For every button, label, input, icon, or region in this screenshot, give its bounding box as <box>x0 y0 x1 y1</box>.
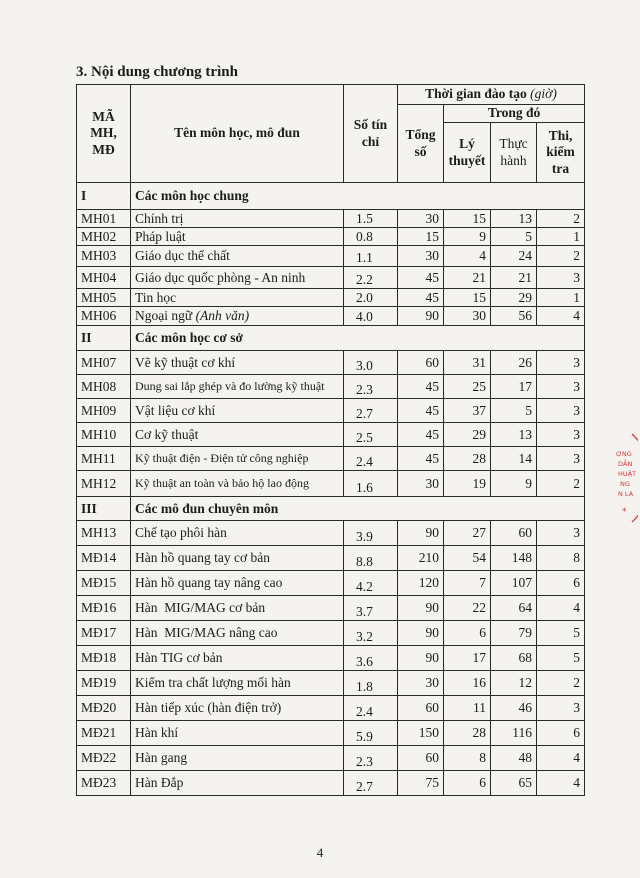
cell-code: MĐ22 <box>77 746 131 771</box>
cell-practice: 56 <box>491 307 537 326</box>
cell-name <box>131 646 344 671</box>
cell-credits: 1.8 <box>344 671 398 696</box>
cell-total: 90 <box>398 621 444 646</box>
cell-exam: 3 <box>537 267 585 289</box>
cell-practice: 21 <box>491 267 537 289</box>
table-row <box>77 596 585 621</box>
cell-name <box>131 596 344 621</box>
cell-code: MH07 <box>77 351 131 375</box>
cell-total: 30 <box>398 671 444 696</box>
table-row <box>77 228 585 246</box>
cell-practice: 29 <box>491 289 537 307</box>
table-row <box>77 307 585 326</box>
cell-exam: 6 <box>537 571 585 596</box>
cell-theory: 15 <box>444 210 491 228</box>
cell-name <box>131 267 344 289</box>
group-name: Các mô đun chuyên môn <box>131 497 585 521</box>
cell-credits: 2.4 <box>344 447 398 471</box>
cell-name <box>131 546 344 571</box>
cell-credits: 1.6 <box>344 471 398 497</box>
cell-total: 45 <box>398 375 444 399</box>
cell-practice: 13 <box>491 210 537 228</box>
cell-name-text: Hàn hồ quang tay cơ bản <box>135 550 270 565</box>
cell-code: MĐ17 <box>77 621 131 646</box>
cell-credits: 2.5 <box>344 423 398 447</box>
cell-name <box>131 571 344 596</box>
table-row <box>77 696 585 721</box>
cell-exam: 3 <box>537 351 585 375</box>
cell-practice: 116 <box>491 721 537 746</box>
svg-text:*: * <box>622 507 627 517</box>
cell-exam: 1 <box>537 228 585 246</box>
cell-theory: 7 <box>444 571 491 596</box>
cell-total: 30 <box>398 471 444 497</box>
table-row <box>77 771 585 796</box>
cell-practice: 107 <box>491 571 537 596</box>
cell-name-text: Giáo dục quốc phòng - An ninh <box>135 269 306 285</box>
cell-credits: 0.8 <box>344 228 398 246</box>
table-row <box>77 375 585 399</box>
table-row <box>77 546 585 571</box>
cell-exam: 3 <box>537 696 585 721</box>
cell-practice: 12 <box>491 671 537 696</box>
header-time-label: Thời gian đào tạo <box>425 86 531 102</box>
cell-exam: 8 <box>537 546 585 571</box>
cell-name <box>131 423 344 447</box>
cell-credits: 4.2 <box>344 571 398 596</box>
header-exam: Thi, kiểm tra <box>537 123 585 183</box>
cell-code: MĐ20 <box>77 696 131 721</box>
cell-exam: 2 <box>537 671 585 696</box>
group-name: Các môn học cơ sở <box>131 326 585 351</box>
cell-exam: 2 <box>537 210 585 228</box>
cell-practice: 68 <box>491 646 537 671</box>
header-time <box>398 85 585 105</box>
table-row <box>77 571 585 596</box>
cell-theory: 54 <box>444 546 491 571</box>
cell-name-note: (Anh văn) <box>195 308 250 323</box>
table-row <box>77 621 585 646</box>
cell-theory: 19 <box>444 471 491 497</box>
cell-name-text: Hàn gang <box>135 750 188 765</box>
cell-code: MH13 <box>77 521 131 546</box>
cell-code: MĐ14 <box>77 546 131 571</box>
cell-code: MH12 <box>77 471 131 497</box>
cell-exam: 3 <box>537 447 585 471</box>
header-time-unit: (giờ) <box>530 86 557 102</box>
cell-name <box>131 289 344 307</box>
cell-code: MH08 <box>77 375 131 399</box>
cell-theory: 16 <box>444 671 491 696</box>
cell-total: 90 <box>398 521 444 546</box>
cell-exam: 2 <box>537 246 585 267</box>
cell-exam: 4 <box>537 596 585 621</box>
cell-exam: 6 <box>537 721 585 746</box>
cell-credits: 3.0 <box>344 351 398 375</box>
cell-name-text: Hàn TIG cơ bản <box>135 650 223 665</box>
cell-theory: 11 <box>444 696 491 721</box>
cell-practice: 65 <box>491 771 537 796</box>
cell-name-text: Hàn khí <box>135 725 179 740</box>
cell-practice: 13 <box>491 423 537 447</box>
cell-practice: 24 <box>491 246 537 267</box>
cell-practice: 46 <box>491 696 537 721</box>
cell-name-text: Vật liệu cơ khí <box>135 402 216 418</box>
cell-name-text: Pháp luật <box>135 228 186 244</box>
cell-name-text: Chế tạo phôi hàn <box>135 525 227 540</box>
cell-name-text: Hàn MIG/MAG nâng cao <box>135 625 278 640</box>
cell-name-text: Ngoại ngữ <box>135 308 196 323</box>
cell-total: 15 <box>398 228 444 246</box>
group-code: III <box>77 497 131 521</box>
cell-code: MH11 <box>77 447 131 471</box>
cell-total: 60 <box>398 746 444 771</box>
section-heading: 3. Nội dung chương trình <box>76 64 238 80</box>
cell-total: 90 <box>398 307 444 326</box>
table-row <box>77 721 585 746</box>
header-of-which: Trong đó <box>444 105 585 123</box>
cell-credits: 2.4 <box>344 696 398 721</box>
cell-total: 75 <box>398 771 444 796</box>
cell-practice: 148 <box>491 546 537 571</box>
cell-name <box>131 746 344 771</box>
cell-exam: 4 <box>537 771 585 796</box>
cell-theory: 27 <box>444 521 491 546</box>
cell-code: MĐ16 <box>77 596 131 621</box>
table-body <box>77 183 585 796</box>
cell-code: MH05 <box>77 289 131 307</box>
cell-exam: 3 <box>537 521 585 546</box>
cell-credits: 1.5 <box>344 210 398 228</box>
cell-theory: 30 <box>444 307 491 326</box>
cell-credits: 3.2 <box>344 621 398 646</box>
cell-credits: 3.7 <box>344 596 398 621</box>
cell-name-text: Tin học <box>135 289 177 305</box>
table-row <box>77 423 585 447</box>
svg-text:DẪN: DẪN <box>618 460 633 468</box>
cell-practice: 79 <box>491 621 537 646</box>
cell-exam: 3 <box>537 375 585 399</box>
cell-total: 90 <box>398 646 444 671</box>
cell-practice: 60 <box>491 521 537 546</box>
cell-theory: 17 <box>444 646 491 671</box>
svg-text:NG: NG <box>620 480 630 488</box>
cell-name-text: Hàn tiếp xúc (hàn điện trở) <box>135 700 282 715</box>
svg-text:ỢNG: ỢNG <box>616 450 632 458</box>
group-code: II <box>77 326 131 351</box>
cell-practice: 48 <box>491 746 537 771</box>
header-theory: Lý thuyết <box>444 123 491 183</box>
cell-credits: 2.3 <box>344 746 398 771</box>
curriculum-table <box>76 84 585 796</box>
cell-theory: 28 <box>444 721 491 746</box>
cell-name <box>131 351 344 375</box>
cell-code: MH03 <box>77 246 131 267</box>
svg-text:N LA: N LA <box>618 490 634 498</box>
cell-theory: 4 <box>444 246 491 267</box>
cell-total: 210 <box>398 546 444 571</box>
header-total: Tổng số <box>398 105 444 183</box>
group-row <box>77 183 585 210</box>
cell-credits: 4.0 <box>344 307 398 326</box>
cell-theory: 29 <box>444 423 491 447</box>
cell-code: MH06 <box>77 307 131 326</box>
cell-credits: 3.6 <box>344 646 398 671</box>
cell-theory: 6 <box>444 621 491 646</box>
cell-name-text: Kiểm tra chất lượng mối hàn <box>135 675 291 690</box>
cell-name <box>131 696 344 721</box>
cell-total: 60 <box>398 351 444 375</box>
page-number: 4 <box>316 845 324 860</box>
cell-theory: 25 <box>444 375 491 399</box>
cell-credits: 2.7 <box>344 771 398 796</box>
cell-total: 120 <box>398 571 444 596</box>
cell-name-text: Chính trị <box>135 210 184 226</box>
group-row <box>77 326 585 351</box>
cell-total: 45 <box>398 289 444 307</box>
cell-code: MH10 <box>77 423 131 447</box>
cell-name <box>131 447 344 471</box>
cell-credits: 2.0 <box>344 289 398 307</box>
cell-name <box>131 228 344 246</box>
cell-name <box>131 307 344 326</box>
cell-exam: 5 <box>537 621 585 646</box>
cell-theory: 8 <box>444 746 491 771</box>
cell-name-text: Dung sai lắp ghép và đo lường kỹ thuật <box>135 379 325 393</box>
cell-code: MH04 <box>77 267 131 289</box>
cell-name <box>131 771 344 796</box>
table-row <box>77 351 585 375</box>
table-row <box>77 471 585 497</box>
cell-exam: 5 <box>537 646 585 671</box>
cell-total: 30 <box>398 246 444 267</box>
cell-name-text: Vẽ kỹ thuật cơ khí <box>135 354 236 370</box>
cell-exam: 4 <box>537 307 585 326</box>
cell-exam: 2 <box>537 471 585 497</box>
cell-practice: 17 <box>491 375 537 399</box>
cell-total: 90 <box>398 596 444 621</box>
cell-code: MH02 <box>77 228 131 246</box>
cell-exam: 3 <box>537 399 585 423</box>
cell-practice: 26 <box>491 351 537 375</box>
cell-total: 45 <box>398 399 444 423</box>
cell-name-text: Kỹ thuật điện - Điện tử công nghiệp <box>135 451 309 465</box>
table-row <box>77 267 585 289</box>
cell-credits: 3.9 <box>344 521 398 546</box>
cell-name-text: Hàn MIG/MAG cơ bản <box>135 600 266 615</box>
cell-name <box>131 471 344 497</box>
cell-code: MĐ21 <box>77 721 131 746</box>
cell-theory: 37 <box>444 399 491 423</box>
cell-total: 30 <box>398 210 444 228</box>
table-header <box>77 85 585 183</box>
cell-theory: 9 <box>444 228 491 246</box>
table-row <box>77 246 585 267</box>
cell-practice: 64 <box>491 596 537 621</box>
cell-practice: 5 <box>491 228 537 246</box>
cell-exam: 1 <box>537 289 585 307</box>
table-row <box>77 521 585 546</box>
cell-theory: 22 <box>444 596 491 621</box>
cell-credits: 2.3 <box>344 375 398 399</box>
table-row <box>77 671 585 696</box>
cell-exam: 4 <box>537 746 585 771</box>
cell-code: MĐ19 <box>77 671 131 696</box>
cell-name-text: Giáo dục thể chất <box>135 248 230 263</box>
header-code: MÃ MH, MĐ <box>77 85 131 183</box>
cell-practice: 14 <box>491 447 537 471</box>
cell-name <box>131 246 344 267</box>
table-row <box>77 210 585 228</box>
cell-exam: 3 <box>537 423 585 447</box>
group-row <box>77 497 585 521</box>
cell-name <box>131 671 344 696</box>
cell-total: 150 <box>398 721 444 746</box>
svg-text:HUẬT: HUẬT <box>618 470 637 478</box>
table-row <box>77 289 585 307</box>
table-row <box>77 447 585 471</box>
table-row <box>77 746 585 771</box>
cell-name-text: Hàn Đắp <box>135 775 184 790</box>
cell-name <box>131 521 344 546</box>
cell-total: 60 <box>398 696 444 721</box>
cell-name <box>131 721 344 746</box>
table-row <box>77 646 585 671</box>
cell-total: 45 <box>398 267 444 289</box>
red-stamp-mark <box>602 430 638 526</box>
cell-total: 45 <box>398 423 444 447</box>
cell-credits: 8.8 <box>344 546 398 571</box>
cell-name-text: Hàn hồ quang tay nâng cao <box>135 575 283 590</box>
group-code: I <box>77 183 131 210</box>
cell-theory: 31 <box>444 351 491 375</box>
cell-code: MĐ15 <box>77 571 131 596</box>
group-name: Các môn học chung <box>131 183 585 210</box>
table-row <box>77 399 585 423</box>
cell-name <box>131 210 344 228</box>
cell-total: 45 <box>398 447 444 471</box>
header-name: Tên môn học, mô đun <box>131 85 344 183</box>
cell-practice: 9 <box>491 471 537 497</box>
cell-code: MH09 <box>77 399 131 423</box>
cell-name <box>131 621 344 646</box>
cell-practice: 5 <box>491 399 537 423</box>
cell-code: MĐ23 <box>77 771 131 796</box>
cell-code: MĐ18 <box>77 646 131 671</box>
cell-name <box>131 375 344 399</box>
cell-theory: 28 <box>444 447 491 471</box>
cell-credits: 2.7 <box>344 399 398 423</box>
cell-theory: 15 <box>444 289 491 307</box>
header-practice: Thực hành <box>491 123 537 183</box>
cell-credits: 2.2 <box>344 267 398 289</box>
header-credits: Số tín chỉ <box>344 85 398 183</box>
cell-name-text: Cơ kỹ thuật <box>135 426 199 442</box>
cell-credits: 5.9 <box>344 721 398 746</box>
cell-code: MH01 <box>77 210 131 228</box>
cell-name-text: Kỹ thuật an toàn và bảo hộ lao động <box>135 476 309 490</box>
cell-theory: 6 <box>444 771 491 796</box>
cell-credits: 1.1 <box>344 246 398 267</box>
cell-name <box>131 399 344 423</box>
cell-theory: 21 <box>444 267 491 289</box>
